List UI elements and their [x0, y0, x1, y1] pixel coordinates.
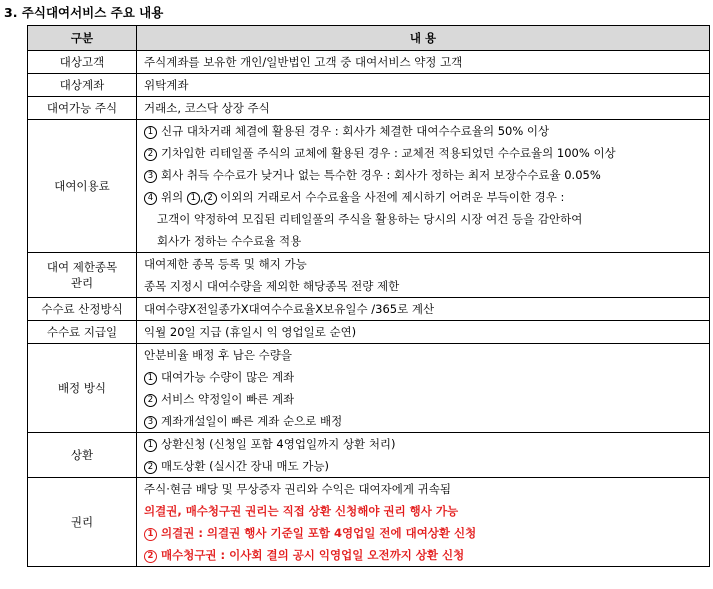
row-label [28, 344, 137, 433]
row-label [28, 321, 137, 344]
content-text: 고객이 약정하여 모집된 리테일풀의 주식을 활용하는 당시의 시장 여건 등을 감안하여 [157, 212, 583, 226]
row-label [28, 97, 137, 120]
content-text: 종목 지정시 대여수량을 제외한 해당종목 전량 제한 [144, 279, 400, 293]
content-line [144, 275, 709, 297]
content-line [144, 433, 709, 455]
content-text: 주식계좌를 보유한 개인/일반법인 고객 중 대여서비스 약정 고객 [144, 55, 463, 69]
row-label [28, 74, 137, 97]
row-content [137, 298, 710, 321]
table-row [28, 433, 710, 478]
service-summary-table [27, 25, 710, 567]
content-text: 상환신청 (신청일 포함 4영업일까지 상환 처리) [161, 437, 396, 451]
content-text: 위탁계좌 [144, 78, 189, 92]
circled-number: 2 [144, 461, 157, 474]
content-text: 안분비율 배정 후 남은 수량을 [144, 348, 292, 362]
content-line [144, 74, 709, 96]
content-line [144, 388, 709, 410]
table-row [28, 74, 710, 97]
row-label-text: 수수료 산정방식 [41, 302, 123, 316]
content-line [144, 344, 709, 366]
table-row [28, 253, 710, 298]
content-text: 대여가능 수량이 많은 계좌 [161, 370, 295, 384]
table-row [28, 344, 710, 433]
content-line [144, 544, 709, 566]
row-content [137, 51, 710, 74]
content-text: 익월 20일 지급 (휴일시 익 영업일로 순연) [144, 325, 357, 339]
content-line [144, 500, 709, 522]
content-line [144, 142, 709, 164]
table-row [28, 97, 710, 120]
row-content [137, 344, 710, 433]
circled-number: 1 [187, 192, 200, 205]
content-text: 의결권 : 의결권 행사 기준일 포함 4영업일 전에 대여상환 신청 [161, 526, 477, 540]
row-label [28, 298, 137, 321]
row-label [28, 433, 137, 478]
content-text: 서비스 약정일이 빠른 계좌 [161, 392, 295, 406]
content-line [144, 253, 709, 275]
content-text: 매수청구권 : 이사회 결의 공시 익영업일 오전까지 상환 신청 [161, 548, 465, 562]
content-text: 신규 대차거래 체결에 활용된 경우 : 회사가 체결한 대여수수료율의 50% 이상 [161, 124, 550, 138]
table-header-row [28, 26, 710, 51]
content-line [144, 120, 709, 142]
row-label-text: 관리 [70, 276, 94, 290]
row-content [137, 433, 710, 478]
row-label [28, 253, 137, 298]
content-line [144, 478, 709, 500]
circled-number: 2 [204, 192, 217, 205]
content-text: 계좌개설일이 빠른 계좌 순으로 배정 [161, 414, 343, 428]
circled-number: 1 [144, 372, 157, 385]
circled-number: 2 [144, 148, 157, 161]
row-label-text: 대여 제한종목 [46, 260, 118, 274]
header-category: 구분 [28, 26, 137, 51]
circled-number: 1 [144, 126, 157, 139]
circled-number: 4 [144, 192, 157, 205]
table-row [28, 321, 710, 344]
content-line [144, 97, 709, 119]
row-content [137, 120, 710, 253]
row-content [137, 97, 710, 120]
content-line [144, 230, 709, 252]
row-label-text: 배정 방식 [57, 381, 107, 395]
row-content [137, 74, 710, 97]
row-label [28, 478, 137, 567]
content-line [144, 522, 709, 544]
content-line [144, 410, 709, 432]
content-text: 매도상환 (실시간 장내 매도 가능) [161, 459, 330, 473]
circled-number: 2 [144, 550, 157, 563]
content-text: 이외의 거래로서 수수료율을 사전에 제시하기 어려운 부득이한 경우 : [216, 190, 565, 204]
row-label-text: 대상계좌 [59, 78, 105, 92]
circled-number: 2 [144, 394, 157, 407]
content-line [144, 51, 709, 73]
content-text: 거래소, 코스닥 상장 주식 [144, 101, 270, 115]
table-row [28, 120, 710, 253]
content-text: 회사 취득 수수료가 낮거나 없는 특수한 경우 : 회사가 정하는 최저 보장수수료율 0.05% [161, 168, 601, 182]
content-text: 대여제한 종목 등록 및 해지 가능 [144, 257, 307, 271]
content-text: 의결권, 매수청구권 권리는 직접 상환 신청해야 권리 행사 가능 [144, 504, 459, 518]
table-row [28, 298, 710, 321]
section-title: 3. 주식대여서비스 주요 내용 [4, 5, 164, 20]
content-line [144, 208, 709, 230]
content-line [144, 455, 709, 477]
header-content: 내 용 [137, 26, 710, 51]
circled-number: 3 [144, 416, 157, 429]
circled-number: 1 [144, 439, 157, 452]
content-text: 회사가 정하는 수수료율 적용 [157, 234, 302, 248]
content-text: 주식·현금 배당 및 무상증자 권리와 수익은 대여자에게 귀속됨 [144, 482, 451, 496]
row-label [28, 120, 137, 253]
table-row [28, 478, 710, 567]
content-line [144, 366, 709, 388]
row-content [137, 321, 710, 344]
row-label-text: 권리 [70, 515, 94, 529]
row-label-text: 수수료 지급일 [46, 325, 118, 339]
content-line [144, 164, 709, 186]
row-label-text: 대여이용료 [54, 179, 110, 193]
circled-number: 3 [144, 170, 157, 183]
content-text: 위의 [161, 190, 187, 204]
content-text: , [199, 190, 204, 204]
content-line [144, 186, 709, 208]
row-label [28, 51, 137, 74]
table-row [28, 51, 710, 74]
content-line [144, 298, 709, 320]
content-text: 대여수량X전일종가X대여수수료율X보유일수 /365로 계산 [144, 302, 435, 316]
content-text: 기차입한 리테일풀 주식의 교체에 활용된 경우 : 교체전 적용되었던 수수료율의 100% 이상 [161, 146, 616, 160]
row-label-text: 대상고객 [59, 55, 105, 69]
row-label-text: 대여가능 주식 [46, 101, 118, 115]
row-label-text: 상환 [70, 448, 94, 462]
row-content [137, 478, 710, 567]
circled-number: 1 [144, 528, 157, 541]
row-content [137, 253, 710, 298]
content-line [144, 321, 709, 343]
